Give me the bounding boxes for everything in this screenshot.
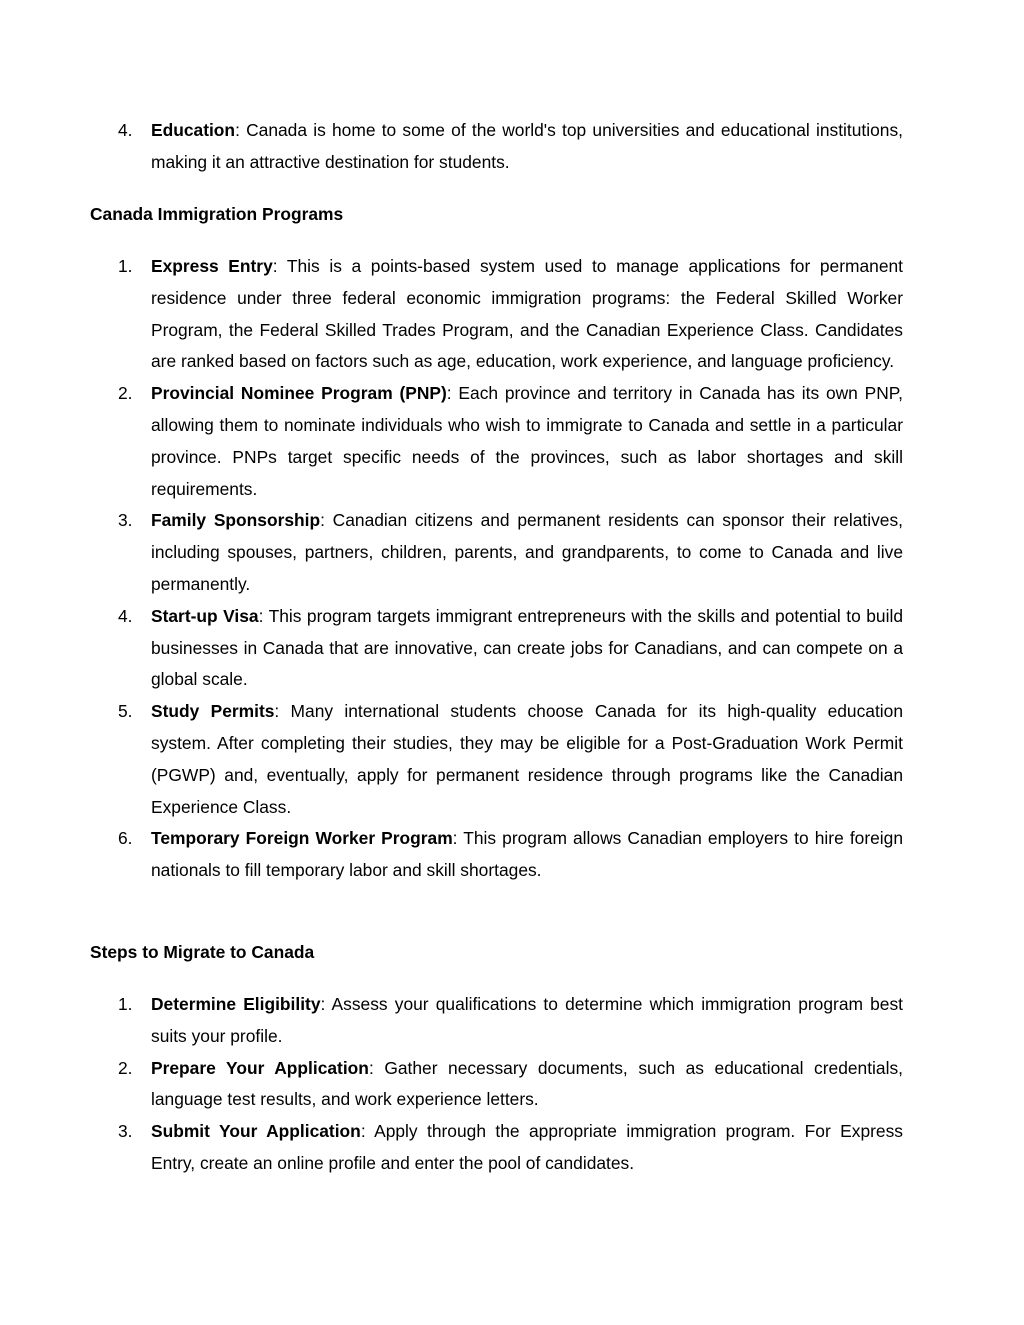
list-item-term: Education [151, 120, 236, 140]
list-item-number: 2. [118, 383, 133, 404]
list-item-term: Provincial Nominee Program (PNP) [151, 383, 447, 404]
list-item-number: 2. [118, 1057, 133, 1078]
list-item-text: : This is a points-based system used to manage applications for permanent residence under three federal economic immigration programs: the Federal Skilled Worker Program, the Federal Skilled Trades Program, and the Canadian Experience Class. Candidates are ranked based on factors such as age, education, work experience, and language proficiency. [151, 256, 904, 372]
list-item-number: 1. [118, 994, 133, 1014]
list-item-text: : Apply through the appropriate immigration program. For Express Entry, create an online profile and enter the pool of candidates. [151, 1121, 903, 1173]
list-item [90, 601, 903, 696]
list-item [90, 505, 903, 600]
list-item-number: 1. [118, 256, 133, 276]
list-item [90, 696, 903, 823]
list-item-term: Start-up Visa [151, 605, 259, 626]
intro-list [90, 115, 903, 179]
list-item-text: : Gather necessary documents, such as educational credentials, language test results, and work experience letters. [151, 1057, 903, 1110]
list-item-term: Temporary Foreign Worker Program [151, 828, 453, 849]
list-item-term: Study Permits [151, 701, 275, 722]
list-item [90, 115, 903, 179]
steps-heading: Steps to Migrate to Canada [90, 942, 315, 962]
list-item-term: Family Sponsorship [151, 510, 321, 531]
programs-heading: Canada Immigration Programs [90, 204, 344, 224]
programs-list [90, 251, 903, 887]
list-item-text: : Canada is home to some of the world's top universities and educational institutions, making it an attractive destination for students. [151, 120, 903, 172]
list-item-number: 4. [118, 120, 133, 140]
list-item-text: : Canadian citizens and permanent residents can sponsor their relatives, including spouses, partners, children, parents, and grandparents, to come to Canada and live permanently. [151, 510, 903, 594]
list-item-term: Submit Your Application [151, 1121, 361, 1142]
list-item-term: Prepare Your Application [151, 1057, 369, 1078]
list-item-number: 6. [118, 828, 133, 849]
steps-list [90, 989, 903, 1180]
list-item-text: : This program allows Canadian employers to hire foreign nationals to fill temporary labor and skill shortages. [151, 828, 903, 881]
list-item-number: 5. [118, 701, 133, 722]
list-item-text: : Each province and territory in Canada has its own PNP, allowing them to nominate individuals who wish to immigrate to Canada and settle in a particular province. PNPs target specific needs of the provinces, such as labor shortages and skill requirements. [151, 383, 903, 499]
list-item-number: 3. [118, 510, 133, 531]
list-item-text: : Assess your qualifications to determine which immigration program best suits your profile. [151, 994, 904, 1046]
list-item-text: : This program targets immigrant entrepreneurs with the skills and potential to build businesses in Canada that are innovative, can create jobs for Canadians, and can compete on a global scale. [151, 605, 903, 690]
list-item-term: Express Entry [151, 256, 273, 276]
list-item [90, 251, 903, 378]
list-item-number: 4. [118, 605, 133, 626]
list-item-term: Determine Eligibility [151, 994, 321, 1014]
list-item [90, 378, 903, 505]
list-item [90, 823, 903, 887]
list-item-text: : Many international students choose Canada for its high-quality education system. After completing their studies, they may be eligible for a Post-Graduation Work Permit (PGWP) and, eventually, apply for permanent residence through programs like the Canadian Experience Class. [151, 701, 903, 817]
list-item [90, 989, 903, 1053]
list-item [90, 1116, 903, 1180]
list-item [90, 1053, 903, 1117]
list-item-number: 3. [118, 1121, 133, 1142]
